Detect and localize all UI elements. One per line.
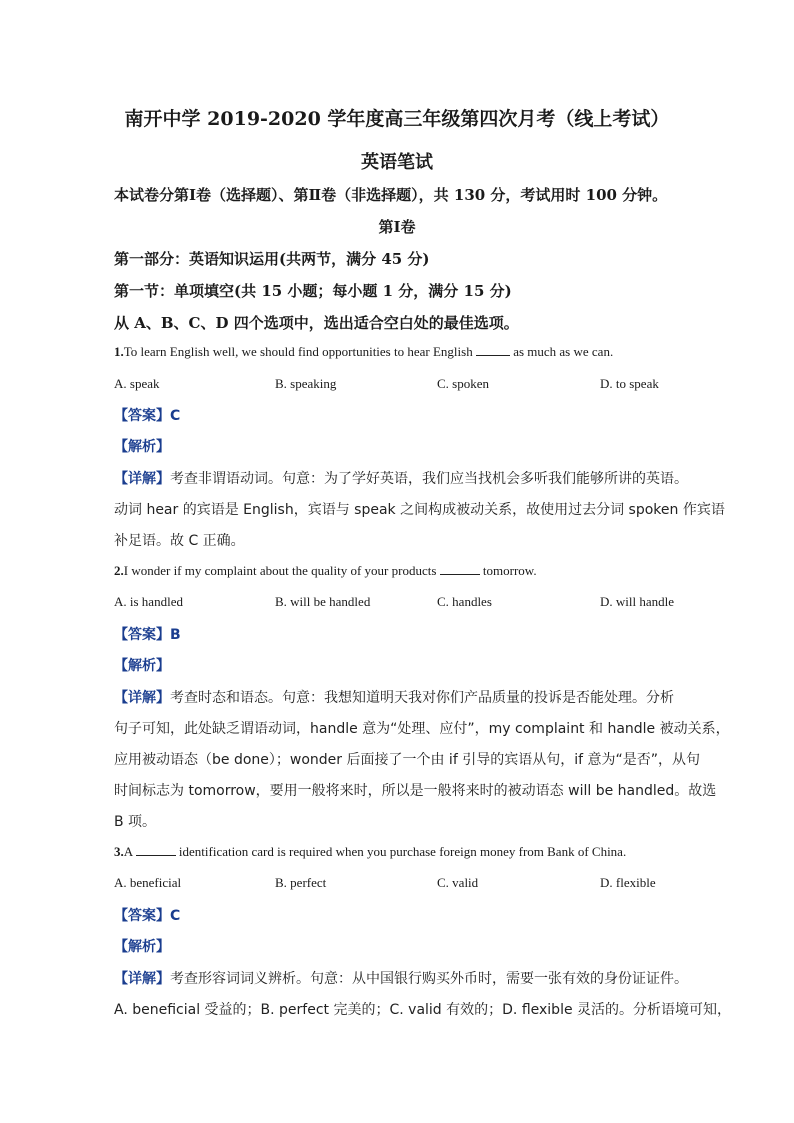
q2-detail-line-3: 应用被动语态（be done）；wonder 后面接了一个由 if 引导的宾语从句，if 意为“是否”，从句: [114, 752, 700, 768]
detail-label: 【详解】: [114, 690, 170, 706]
q2-option-c: C. handles: [437, 594, 492, 609]
q3-option-d: D. flexible: [600, 875, 656, 890]
q2-analysis-label: 【解析】: [114, 658, 170, 674]
q1-option-c: C. spoken: [437, 376, 489, 391]
question-3-stem: [114, 844, 626, 860]
q1-answer: [114, 405, 180, 425]
answer-blank: [440, 564, 480, 575]
question-1-stem: [114, 344, 613, 360]
stem-after: identification card is required when you purchase foreign money from Bank of China.: [178, 844, 627, 859]
stem-after: tomorrow.: [482, 563, 537, 578]
stem-before: I wonder if my complaint about the quality of your products: [123, 563, 437, 578]
detail-label: 【详解】: [114, 971, 170, 987]
q3-option-a: A. beneficial: [114, 875, 182, 890]
q2-option-a: A. is handled: [114, 594, 183, 609]
answer-value: C: [170, 908, 181, 924]
q1-analysis-label: 【解析】: [114, 439, 170, 455]
q3-answer: [114, 905, 180, 925]
question-2-stem: [114, 563, 537, 579]
q1-detail-line-3: 补足语。故 C 正确。: [114, 533, 245, 549]
exam-info: 本试卷分第Ⅰ卷（选择题）、第Ⅱ卷（非选择题），共 130 分，考试用时 100 分钟。: [114, 186, 668, 204]
q1-option-d: D. to speak: [600, 376, 659, 391]
answer-blank: [136, 845, 176, 856]
part-heading: 第一部分：英语知识运用(共两节，满分 45 分): [114, 250, 430, 268]
q2-option-d: D. will handle: [600, 594, 675, 609]
answer-label: 【答案】: [114, 408, 170, 424]
q3-detail-line-2: A. beneficial 受益的；B. perfect 完美的；C. valid 有效的；D. flexible 灵活的。分析语境可知，: [114, 1002, 732, 1018]
stem-before: To learn English well, we should find opportunities to hear English: [123, 344, 473, 359]
q3-option-b: B. perfect: [275, 875, 327, 890]
question-number: 1.: [114, 344, 124, 359]
instruction: 从 A、B、C、D 四个选项中，选出适合空白处的最佳选项。: [114, 314, 519, 332]
q1-option-a: A. speak: [114, 376, 160, 391]
q1-detail-line-1: 【详解】考查非谓语动词。句意：为了学好英语，我们应当找机会多听我们能够所讲的英语。: [114, 471, 688, 487]
q3-option-c: C. valid: [437, 875, 479, 890]
detail-label: 【详解】: [114, 471, 170, 487]
q2-detail-line-4: 时间标志为 tomorrow，要用一般将来时，所以是一般将来时的被动语态 will be handled。故选: [114, 783, 717, 799]
exam-title: 南开中学 2019-2020 学年度高三年级第四次月考（线上考试）: [124, 108, 670, 130]
question-number: 3.: [114, 844, 124, 859]
q2-detail-line-1: 【详解】考查时态和语态。句意：我想知道明天我对你们产品质量的投诉是否能处理。分析: [114, 690, 674, 706]
q2-option-b: B. will be handled: [275, 594, 371, 609]
q2-detail-line-2: 句子可知，此处缺乏谓语动词，handle 意为“处理、应付”，my complaint 和 handle 被动关系，: [114, 721, 730, 737]
answer-label: 【答案】: [114, 908, 170, 924]
volume-heading: 第Ⅰ卷: [378, 218, 416, 236]
answer-blank: [476, 345, 510, 356]
q1-option-b: B. speaking: [275, 376, 337, 391]
question-number: 2.: [114, 563, 124, 578]
stem-before: A: [123, 844, 133, 859]
exam-subtitle: 英语笔试: [361, 152, 433, 173]
section-heading: 第一节：单项填空(共 15 小题；每小题 1 分，满分 15 分): [114, 282, 512, 300]
q1-detail-line-2: 动词 hear 的宾语是 English，宾语与 speak 之间构成被动关系，故使用过去分词 spoken 作宾语: [114, 502, 725, 518]
answer-value: B: [170, 627, 181, 643]
q2-detail-line-5: B 项。: [114, 814, 157, 830]
q2-answer: [114, 624, 181, 644]
stem-after: as much as we can.: [513, 344, 614, 359]
q3-detail-line-1: 【详解】考查形容词词义辨析。句意：从中国银行购买外币时，需要一张有效的身份证证件。: [114, 971, 688, 987]
answer-value: C: [170, 408, 181, 424]
answer-label: 【答案】: [114, 627, 170, 643]
q3-analysis-label: 【解析】: [114, 939, 170, 955]
